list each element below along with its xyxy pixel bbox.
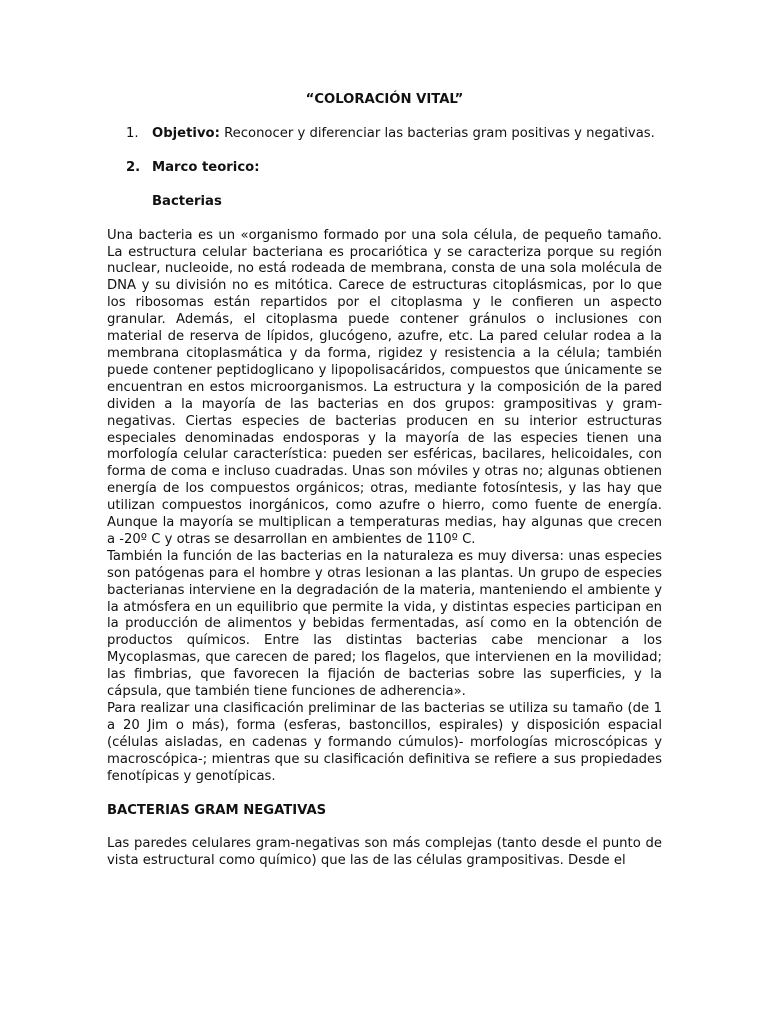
objective-item	[107, 126, 662, 143]
gram-negative-heading: BACTERIAS GRAM NEGATIVAS	[107, 802, 327, 818]
body-paragraph-3: Para realizar una clasificación preliminar de las bacterias se utiliza su tamaño (de 1 a 20 Jim o más), forma (esferas, bastoncillos, espirales) y disposición espacial (células aisladas, en cadenas y formando cúmulos)- morfologías microscópicas y macroscópica-; mientras que su clasificación definitiva se refiere a sus propiedades fenotípicas y genotípicas.	[107, 701, 662, 784]
objective-number: 1.	[126, 125, 139, 141]
document-page	[107, 92, 662, 870]
framework-number: 2.	[126, 159, 141, 175]
objective-label: Objetivo:	[152, 125, 220, 141]
body-paragraph-2: También la función de las bacterias en la naturaleza es muy diversa: unas especies son patógenas para el hombre y otras lesionan a las plantas. Un grupo de especies bacterianas interviene en la degradación de la materia, manteniendo el ambiente y la atmósfera en un equilibrio que permite la vida, y distintas especies participan en la producción de alimentos y bebidas fermentadas, así como en la obtención de productos químicos. Entre las distintas bacterias cabe mencionar a los Mycoplasmas, que carecen de pared; los flagelos, que intervienen en la movilidad; las fimbrias, que favorecen la fijación de bacterias sobre las superficies, y la cápsula, que también tiene funciones de adherencia».	[107, 548, 662, 700]
gram-negative-paragraph: Las paredes celulares gram-negativas son más complejas (tanto desde el punto de vista estructural como químico) que las de las células grampositivas. Desde el	[107, 836, 662, 869]
document-title: “COLORACIÓN VITAL”	[305, 92, 464, 107]
framework-label: Marco teorico:	[152, 159, 260, 175]
framework-item	[107, 160, 662, 177]
objective-text: Reconocer y diferenciar las bacterias gram positivas y negativas.	[219, 125, 655, 141]
bacterias-subheading: Bacterias	[152, 193, 222, 209]
body-paragraph-1: Una bacteria es un «organismo formado por una sola célula, de pequeño tamaño. La estructura celular bacteriana es procariótica y se caracteriza porque su región nuclear, nucleoide, no está rodeada de membrana, consta de una sola molécula de DNA y su división no es mitótica. Carece de estructuras citoplásmicas, por lo que los ribosomas están repartidos por el citoplasma y le confieren un aspecto granular. Además, el citoplasma puede contener gránulos o inclusiones con material de reserva de lípidos, glucógeno, azufre, etc. La pared celular rodea a la membrana citoplasmática y da forma, rigidez y resistencia a la célula; también puede contener peptidoglicano y lipopolisacáridos, compuestos que únicamente se encuentran en estos microorganismos. La estructura y la composición de la pared dividen a la mayoría de las bacterias en dos grupos: grampositivas y gram-negativas. Ciertas especies de bacterias producen en su interior estructuras especiales denominadas endosporas y la mayoría de las especies tienen una morfología celular característica: pueden ser esféricas, bacilares, helicoidales, con forma de coma e incluso cuadradas. Unas son móviles y otras no; algunas obtienen energía de los compuestos orgánicos; otras, mediante fotosíntesis, y las hay que utilizan compuestos inorgánicos, como azufre o hierro, como fuente de energía. Aunque la mayoría se multiplican a temperaturas medias, hay algunas que crecen a -20º C y otras se desarrollan en ambientes de 110º C.	[107, 227, 662, 547]
